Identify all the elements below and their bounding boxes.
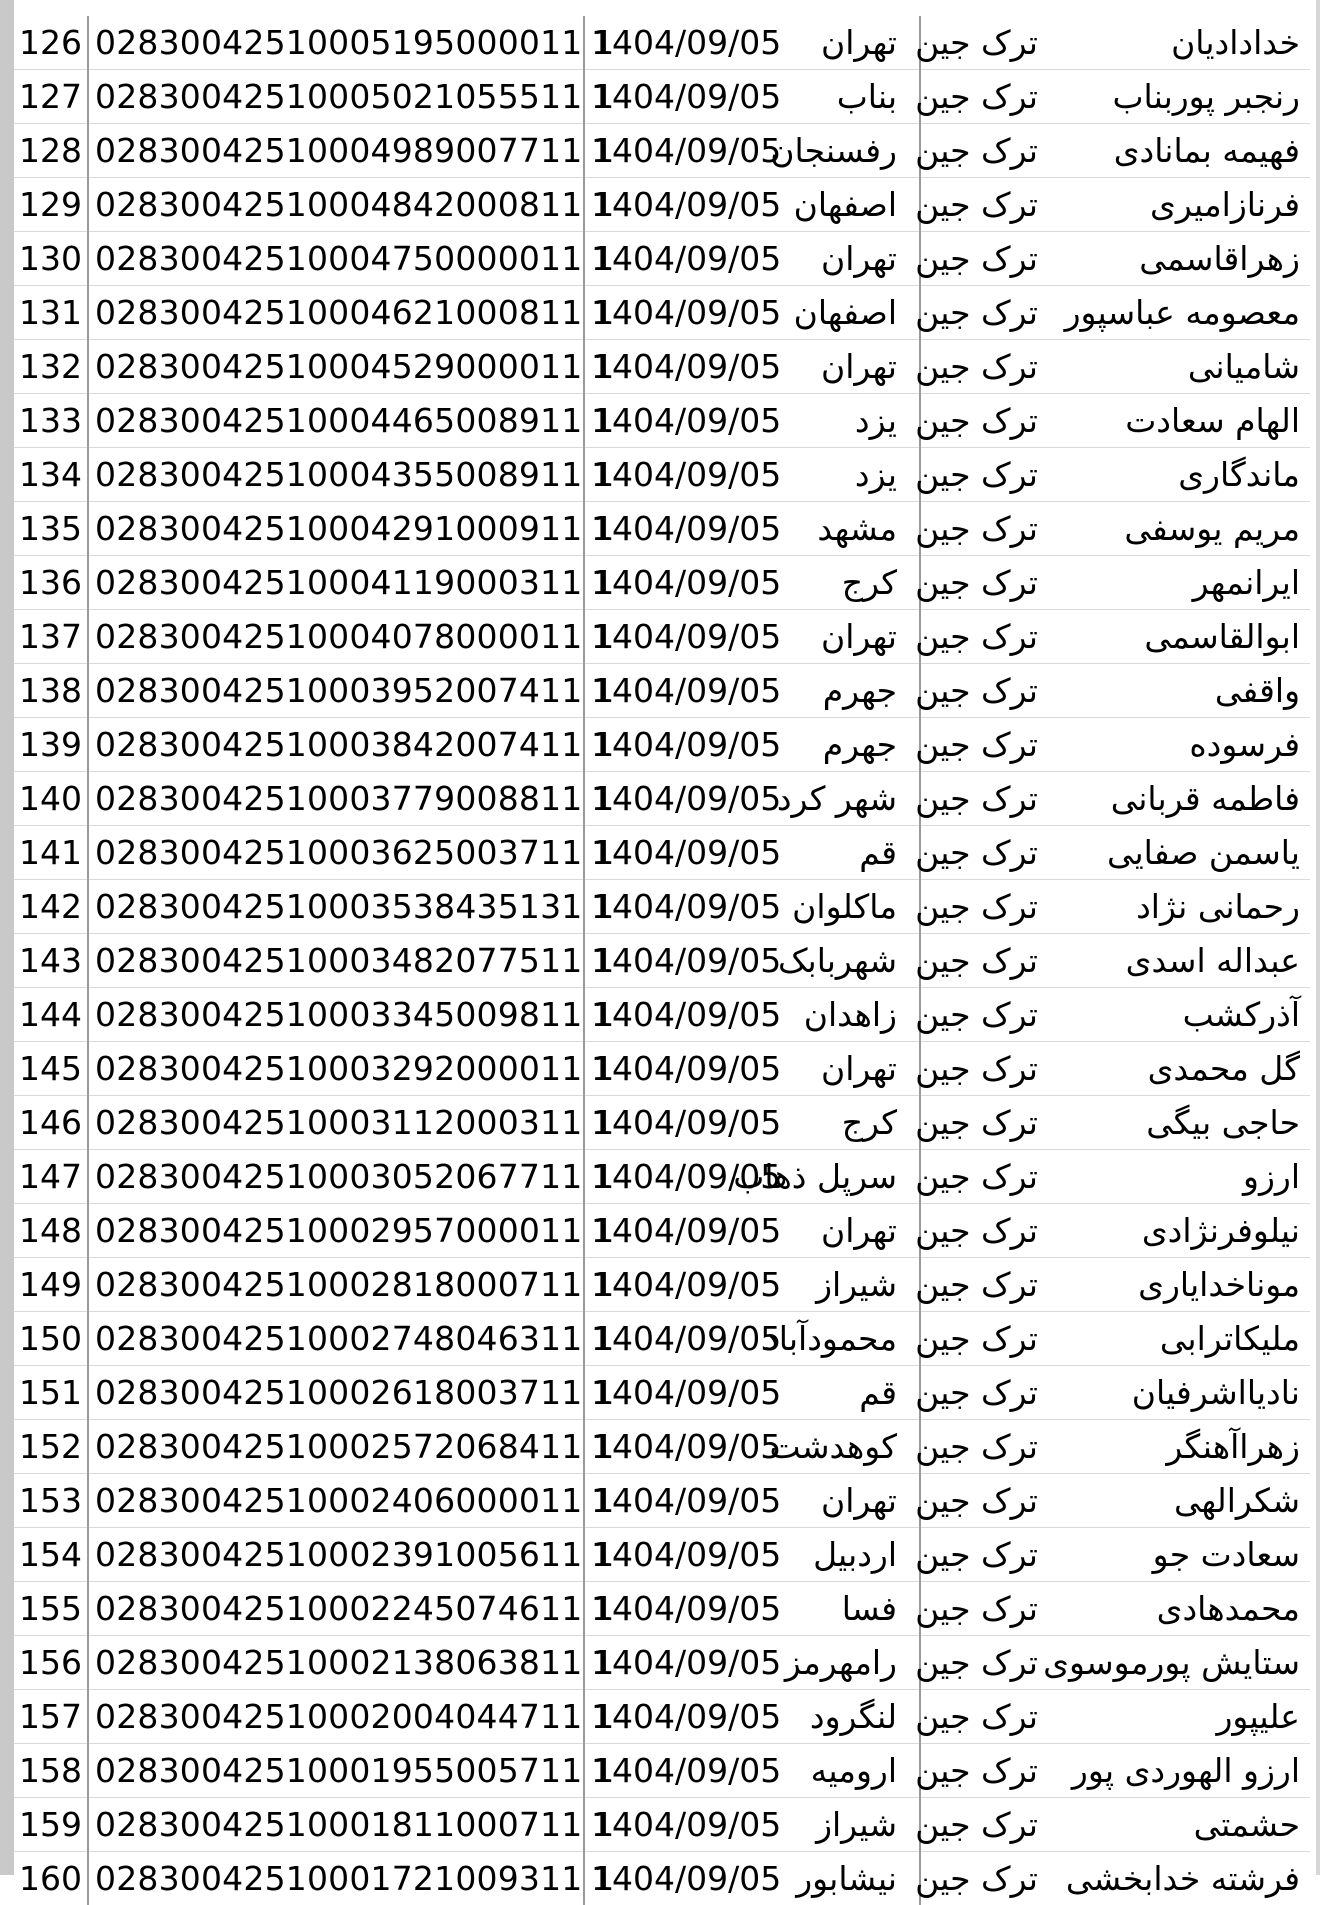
date-cell: 1404/09/05 [584,826,768,880]
brand-cell: ترک جین [920,664,1052,718]
city-cell: تهران [768,1204,920,1258]
left-margin-bar [0,0,14,1875]
row-number-cell: 144 [14,988,88,1042]
brand-cell: ترک جین [920,70,1052,124]
city-cell: مشهد [768,502,920,556]
date-cell: 1404/09/05 [584,988,768,1042]
brand-cell: ترک جین [920,1366,1052,1420]
customer-name-cell: ایرانمهر [1052,556,1310,610]
date-cell: 1404/09/05 [584,178,768,232]
brand-cell: ترک جین [920,826,1052,880]
date-cell: 1404/09/05 [584,502,768,556]
row-number-cell: 138 [14,664,88,718]
tracking-code-cell: 02830042510004529000011 1 [88,340,584,394]
row-number-cell: 148 [14,1204,88,1258]
tracking-code-cell: 02830042510004989007711 1 [88,124,584,178]
tracking-code-cell: 02830042510002957000011 1 [88,1204,584,1258]
tracking-code-cell: 02830042510003482077511 1 [88,934,584,988]
city-cell: رفسنجان [768,124,920,178]
date-cell: 1404/09/05 [584,1312,768,1366]
table-row [14,880,1310,934]
customer-name-cell: الهام سعادت [1052,394,1310,448]
city-cell: ارومیه [768,1744,920,1798]
brand-cell: ترک جین [920,1744,1052,1798]
tracking-code-cell: 02830042510002618003711 1 [88,1366,584,1420]
brand-cell: ترک جین [920,502,1052,556]
city-cell: یزد [768,394,920,448]
table-row [14,934,1310,988]
date-cell: 1404/09/05 [584,1582,768,1636]
tracking-code-cell: 02830042510003779008811 1 [88,772,584,826]
brand-cell: ترک جین [920,718,1052,772]
date-cell: 1404/09/05 [584,934,768,988]
customer-name-cell: ارزو الهوردی پور [1052,1744,1310,1798]
table-row [14,1366,1310,1420]
city-cell: ماکلوان [768,880,920,934]
row-number-cell: 160 [14,1852,88,1905]
city-cell: قم [768,826,920,880]
customer-name-cell: ابوالقاسمی [1052,610,1310,664]
brand-cell: ترک جین [920,1474,1052,1528]
table-row [14,988,1310,1042]
city-cell: تهران [768,16,920,70]
customer-name-cell: فهیمه بمانادی [1052,124,1310,178]
customer-name-cell: ارزو [1052,1150,1310,1204]
customer-name-cell: ماندگاری [1052,448,1310,502]
table-row [14,1852,1310,1905]
row-number-cell: 133 [14,394,88,448]
row-number-cell: 146 [14,1096,88,1150]
row-number-cell: 154 [14,1528,88,1582]
table-row [14,1744,1310,1798]
date-cell: 1404/09/05 [584,1042,768,1096]
date-cell: 1404/09/05 [584,664,768,718]
row-number-cell: 136 [14,556,88,610]
table-row [14,124,1310,178]
tracking-code-cell: 02830042510002406000011 1 [88,1474,584,1528]
city-cell: کوهدشت [768,1420,920,1474]
brand-cell: ترک جین [920,934,1052,988]
city-cell: شهربابک [768,934,920,988]
table-row [14,1582,1310,1636]
records-table-body [14,16,1310,1905]
table-row [14,70,1310,124]
brand-cell: ترک جین [920,556,1052,610]
table-row [14,232,1310,286]
date-cell: 1404/09/05 [584,124,768,178]
row-number-cell: 142 [14,880,88,934]
customer-name-cell: شامیانی [1052,340,1310,394]
brand-cell: ترک جین [920,1420,1052,1474]
table-row [14,1528,1310,1582]
row-number-cell: 134 [14,448,88,502]
row-number-cell: 143 [14,934,88,988]
table-row [14,340,1310,394]
date-cell: 1404/09/05 [584,1096,768,1150]
date-cell: 1404/09/05 [584,880,768,934]
table-row [14,178,1310,232]
table-row [14,1798,1310,1852]
customer-name-cell: آذرکشب [1052,988,1310,1042]
tracking-code-cell: 02830042510001721009311 1 [88,1852,584,1905]
customer-name-cell: معصومه عباسپور [1052,286,1310,340]
city-cell: فسا [768,1582,920,1636]
date-cell: 1404/09/05 [584,1744,768,1798]
brand-cell: ترک جین [920,394,1052,448]
customer-name-cell: زهراآهنگر [1052,1420,1310,1474]
date-cell: 1404/09/05 [584,718,768,772]
city-cell: اردبیل [768,1528,920,1582]
table-row [14,1474,1310,1528]
city-cell: رامهرمز [768,1636,920,1690]
city-cell: جهرم [768,664,920,718]
date-cell: 1404/09/05 [584,1204,768,1258]
city-cell: کرج [768,1096,920,1150]
table-row [14,1636,1310,1690]
table-row [14,826,1310,880]
right-margin-bar [1316,0,1320,1875]
brand-cell: ترک جین [920,1258,1052,1312]
date-cell: 1404/09/05 [584,1366,768,1420]
records-table [14,16,1310,1905]
row-number-cell: 159 [14,1798,88,1852]
brand-cell: ترک جین [920,1528,1052,1582]
city-cell: نیشابور [768,1852,920,1905]
table-row [14,286,1310,340]
row-number-cell: 147 [14,1150,88,1204]
row-number-cell: 128 [14,124,88,178]
customer-name-cell: رنجبر پوربناب [1052,70,1310,124]
customer-name-cell: فرسوده [1052,718,1310,772]
date-cell: 1404/09/05 [584,1258,768,1312]
tracking-code-cell: 02830042510004842000811 1 [88,178,584,232]
date-cell: 1404/09/05 [584,70,768,124]
row-number-cell: 153 [14,1474,88,1528]
date-cell: 1404/09/05 [584,1636,768,1690]
customer-name-cell: رحمانی نژاد [1052,880,1310,934]
table-row [14,448,1310,502]
tracking-code-cell: 02830042510002572068411 1 [88,1420,584,1474]
customer-name-cell: سعادت جو [1052,1528,1310,1582]
table-row [14,1096,1310,1150]
tracking-code-cell: 02830042510003538435131 1 [88,880,584,934]
tracking-code-cell: 02830042510002748046311 1 [88,1312,584,1366]
customer-name-cell: فرنازامیری [1052,178,1310,232]
brand-cell: ترک جین [920,1852,1052,1905]
row-number-cell: 155 [14,1582,88,1636]
date-cell: 1404/09/05 [584,340,768,394]
brand-cell: ترک جین [920,340,1052,394]
row-number-cell: 140 [14,772,88,826]
row-number-cell: 139 [14,718,88,772]
city-cell: تهران [768,340,920,394]
tracking-code-cell: 02830042510001811000711 1 [88,1798,584,1852]
city-cell: تهران [768,232,920,286]
table-row [14,1042,1310,1096]
brand-cell: ترک جین [920,610,1052,664]
city-cell: شیراز [768,1798,920,1852]
brand-cell: ترک جین [920,1582,1052,1636]
brand-cell: ترک جین [920,1096,1052,1150]
row-number-cell: 158 [14,1744,88,1798]
tracking-code-cell: 02830042510002818000711 1 [88,1258,584,1312]
tracking-code-cell: 02830042510003292000011 1 [88,1042,584,1096]
date-cell: 1404/09/05 [584,1150,768,1204]
date-cell: 1404/09/05 [584,1690,768,1744]
row-number-cell: 157 [14,1690,88,1744]
row-number-cell: 141 [14,826,88,880]
tracking-code-cell: 02830042510004465008911 1 [88,394,584,448]
tracking-code-cell: 02830042510003952007411 1 [88,664,584,718]
city-cell: قم [768,1366,920,1420]
row-number-cell: 130 [14,232,88,286]
table-row [14,1690,1310,1744]
table-row [14,1204,1310,1258]
city-cell: کرج [768,556,920,610]
table-row [14,1420,1310,1474]
brand-cell: ترک جین [920,16,1052,70]
tracking-code-cell: 02830042510003052067711 1 [88,1150,584,1204]
brand-cell: ترک جین [920,124,1052,178]
customer-name-cell: نیلوفرنژادی [1052,1204,1310,1258]
customer-name-cell: مریم یوسفی [1052,502,1310,556]
brand-cell: ترک جین [920,1690,1052,1744]
city-cell: تهران [768,610,920,664]
brand-cell: ترک جین [920,178,1052,232]
table-row [14,502,1310,556]
row-number-cell: 149 [14,1258,88,1312]
tracking-code-cell: 02830042510002138063811 1 [88,1636,584,1690]
table-row [14,664,1310,718]
date-cell: 1404/09/05 [584,772,768,826]
city-cell: جهرم [768,718,920,772]
date-cell: 1404/09/05 [584,556,768,610]
customer-name-cell: عبداله اسدی [1052,934,1310,988]
row-number-cell: 129 [14,178,88,232]
table-row [14,610,1310,664]
brand-cell: ترک جین [920,448,1052,502]
brand-cell: ترک جین [920,1042,1052,1096]
customer-name-cell: خدادادیان [1052,16,1310,70]
city-cell: شیراز [768,1258,920,1312]
date-cell: 1404/09/05 [584,1852,768,1905]
tracking-code-cell: 02830042510004750000011 1 [88,232,584,286]
tracking-code-cell: 02830042510003112000311 1 [88,1096,584,1150]
tracking-code-cell: 02830042510003625003711 1 [88,826,584,880]
city-cell: سرپل ذهاب [768,1150,920,1204]
row-number-cell: 137 [14,610,88,664]
city-cell: محمودآباد [768,1312,920,1366]
city-cell: لنگرود [768,1690,920,1744]
brand-cell: ترک جین [920,1798,1052,1852]
customer-name-cell: واقفی [1052,664,1310,718]
table-row [14,1150,1310,1204]
tracking-code-cell: 02830042510004078000011 1 [88,610,584,664]
customer-name-cell: فرشته خدابخشی [1052,1852,1310,1905]
customer-name-cell: موناخدایاری [1052,1258,1310,1312]
tracking-code-cell: 02830042510004621000811 1 [88,286,584,340]
city-cell: یزد [768,448,920,502]
brand-cell: ترک جین [920,232,1052,286]
customer-name-cell: ستایش پورموسوی [1052,1636,1310,1690]
row-number-cell: 151 [14,1366,88,1420]
tracking-code-cell: 02830042510002004044711 1 [88,1690,584,1744]
tracking-code-cell: 02830042510003842007411 1 [88,718,584,772]
row-number-cell: 152 [14,1420,88,1474]
brand-cell: ترک جین [920,286,1052,340]
customer-name-cell: حشمتی [1052,1798,1310,1852]
city-cell: زاهدان [768,988,920,1042]
tracking-code-cell: 02830042510004355008911 1 [88,448,584,502]
table-row [14,718,1310,772]
row-number-cell: 131 [14,286,88,340]
city-cell: بناب [768,70,920,124]
tracking-code-cell: 02830042510003345009811 1 [88,988,584,1042]
customer-name-cell: نادیااشرفیان [1052,1366,1310,1420]
brand-cell: ترک جین [920,772,1052,826]
tracking-code-cell: 02830042510002245074611 1 [88,1582,584,1636]
row-number-cell: 156 [14,1636,88,1690]
table-row [14,394,1310,448]
date-cell: 1404/09/05 [584,394,768,448]
tracking-code-cell: 02830042510005021055511 1 [88,70,584,124]
customer-name-cell: زهراقاسمی [1052,232,1310,286]
row-number-cell: 145 [14,1042,88,1096]
brand-cell: ترک جین [920,880,1052,934]
date-cell: 1404/09/05 [584,1474,768,1528]
row-number-cell: 150 [14,1312,88,1366]
customer-name-cell: محمدهادی [1052,1582,1310,1636]
date-cell: 1404/09/05 [584,1798,768,1852]
date-cell: 1404/09/05 [584,1420,768,1474]
brand-cell: ترک جین [920,1204,1052,1258]
row-number-cell: 135 [14,502,88,556]
date-cell: 1404/09/05 [584,1528,768,1582]
city-cell: تهران [768,1474,920,1528]
tracking-code-cell: 02830042510004291000911 1 [88,502,584,556]
brand-cell: ترک جین [920,988,1052,1042]
tracking-code-cell: 02830042510004119000311 1 [88,556,584,610]
brand-cell: ترک جین [920,1150,1052,1204]
customer-name-cell: یاسمن صفایی [1052,826,1310,880]
customer-name-cell: فاطمه قربانی [1052,772,1310,826]
customer-name-cell: شکرالهی [1052,1474,1310,1528]
brand-cell: ترک جین [920,1636,1052,1690]
table-row [14,556,1310,610]
city-cell: شهر کرد [768,772,920,826]
customer-name-cell: ملیکاترابی [1052,1312,1310,1366]
customer-name-cell: گل محمدی [1052,1042,1310,1096]
row-number-cell: 132 [14,340,88,394]
date-cell: 1404/09/05 [584,448,768,502]
table-row [14,16,1310,70]
tracking-code-cell: 02830042510002391005611 1 [88,1528,584,1582]
brand-cell: ترک جین [920,1312,1052,1366]
customer-name-cell: حاجی بیگی [1052,1096,1310,1150]
date-cell: 1404/09/05 [584,610,768,664]
city-cell: اصفهان [768,178,920,232]
city-cell: تهران [768,1042,920,1096]
date-cell: 1404/09/05 [584,16,768,70]
date-cell: 1404/09/05 [584,232,768,286]
date-cell: 1404/09/05 [584,286,768,340]
row-number-cell: 127 [14,70,88,124]
row-number-cell: 126 [14,16,88,70]
table-row [14,772,1310,826]
customer-name-cell: علیپور [1052,1690,1310,1744]
table-row [14,1312,1310,1366]
table-row [14,1258,1310,1312]
city-cell: اصفهان [768,286,920,340]
tracking-code-cell: 02830042510005195000011 1 [88,16,584,70]
tracking-code-cell: 02830042510001955005711 1 [88,1744,584,1798]
